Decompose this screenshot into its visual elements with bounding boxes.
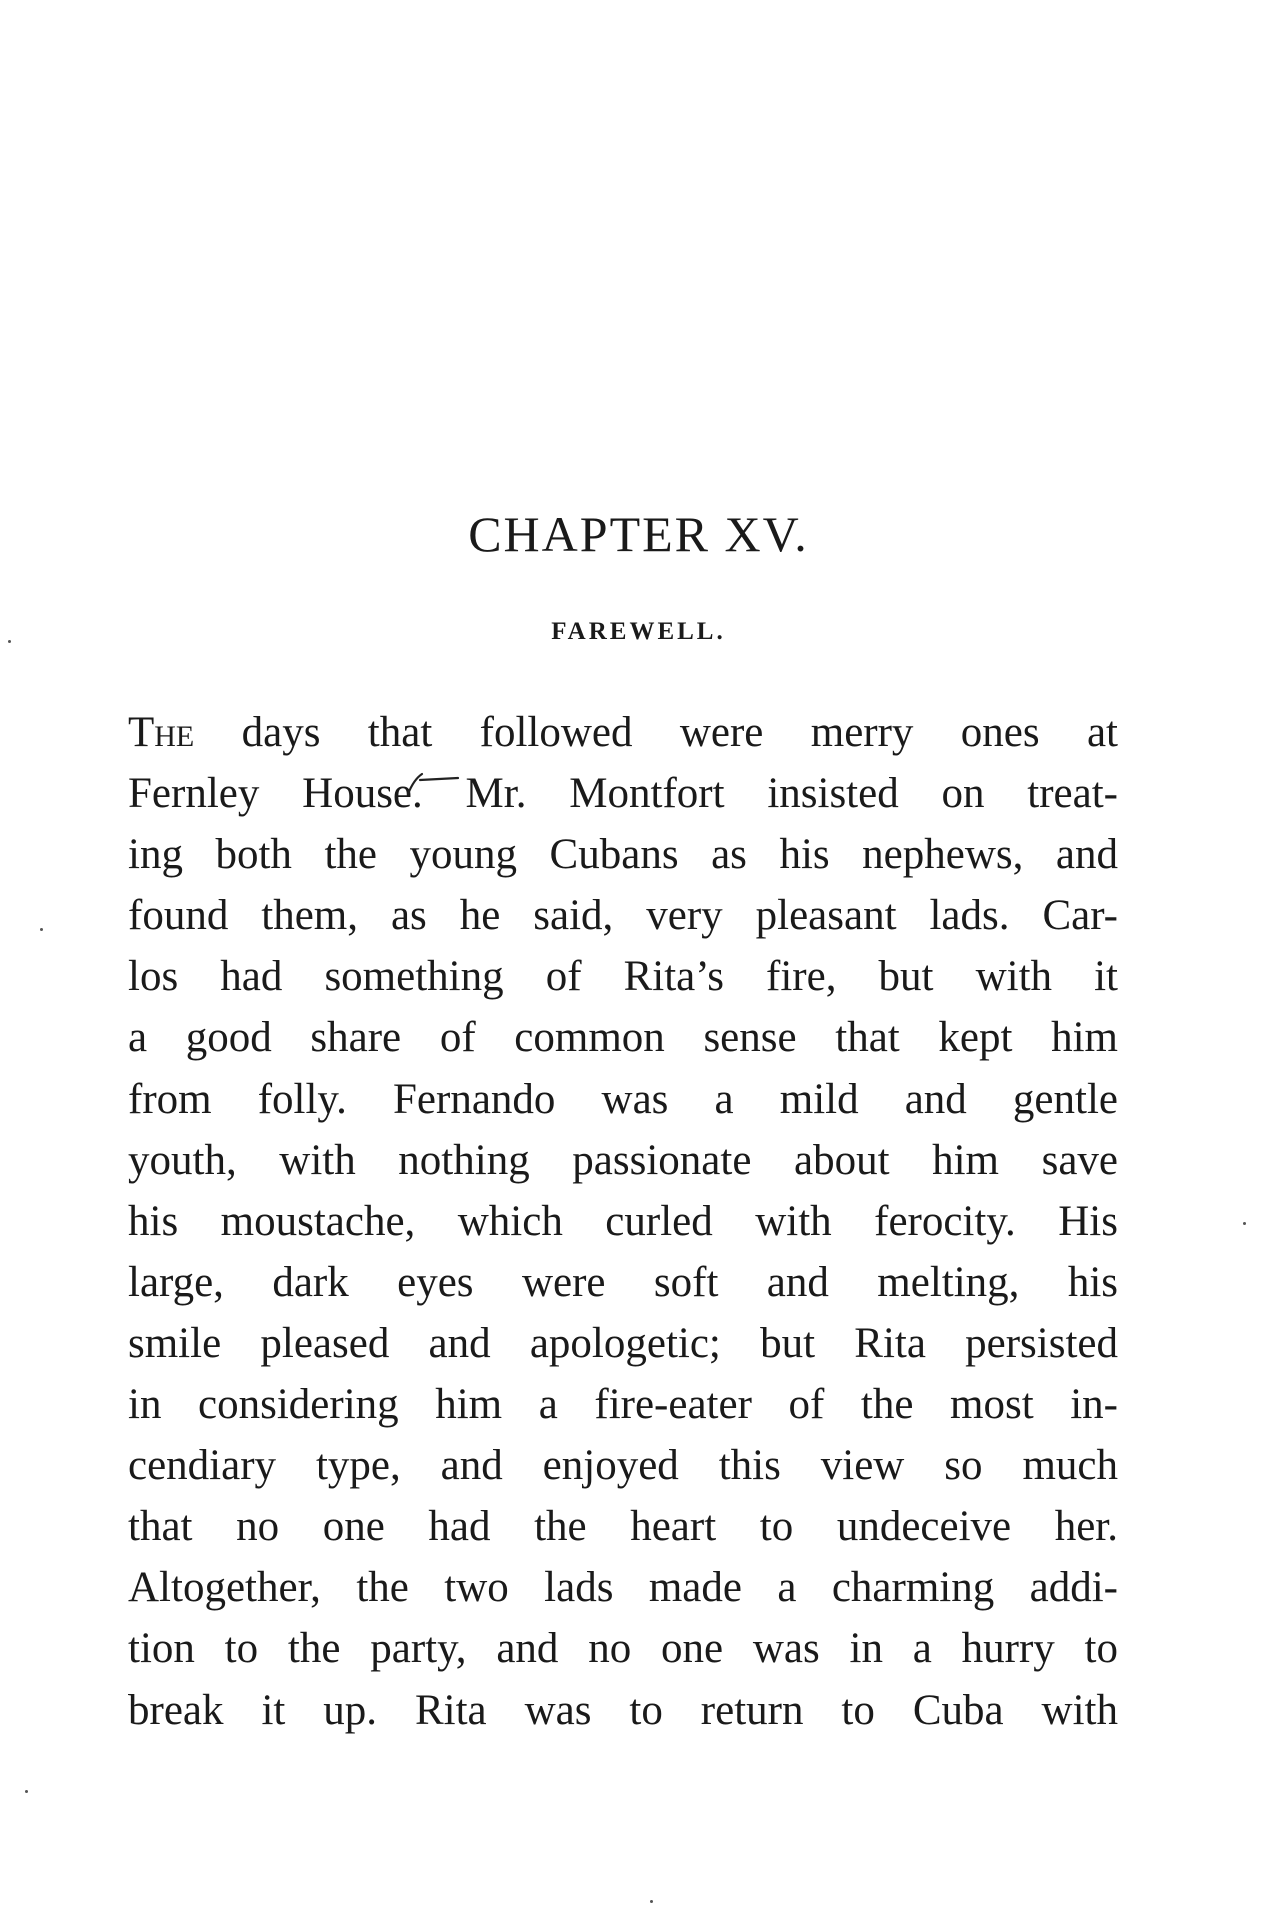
paper-speck	[650, 1900, 653, 1903]
text-line: his moustache, which curled with ferocity. His	[128, 1197, 1118, 1245]
handwritten-correction-mark	[400, 770, 460, 800]
text-line: cendiary type, and enjoyed this view so much	[128, 1442, 1118, 1490]
text-line: from folly. Fernando was a mild and gentle	[128, 1075, 1118, 1123]
text-line: los had something of Rita’s fire, but with it	[128, 953, 1118, 1001]
text-line: tion to the party, and no one was in a hurry to	[128, 1625, 1118, 1673]
text-line: that no one had the heart to undeceive her.	[128, 1503, 1118, 1551]
text-line: a good share of common sense that kept him	[128, 1014, 1118, 1062]
text-line: break it up. Rita was to return to Cuba with	[128, 1686, 1118, 1734]
text-line: youth, with nothing passionate about him save	[128, 1136, 1118, 1184]
chapter-subtitle: FAREWELL.	[551, 618, 726, 645]
body-paragraph	[128, 702, 1118, 1741]
paper-speck	[25, 1790, 28, 1793]
text-line: Altogether, the two lads made a charming addi-	[128, 1564, 1118, 1612]
paper-speck	[40, 928, 43, 931]
text-line: ing both the young Cubans as his nephews, and	[128, 831, 1118, 879]
chapter-title: CHAPTER XV.	[468, 506, 809, 562]
text-line: in considering him a fire-eater of the most in-	[128, 1381, 1118, 1429]
text-line: Fernley House. Mr. Montfort insisted on treat-	[128, 770, 1118, 818]
text-line	[128, 702, 1118, 763]
paper-speck	[8, 640, 11, 643]
text-line: smile pleased and apologetic; but Rita persisted	[128, 1319, 1118, 1367]
paper-speck	[1243, 1222, 1246, 1225]
text-line: large, dark eyes were soft and melting, his	[128, 1258, 1118, 1306]
text-line-rest: days that followed were merry ones at	[194, 709, 1118, 756]
text-line: found them, as he said, very pleasant lads. Car-	[128, 892, 1118, 940]
first-word: The	[128, 709, 195, 756]
